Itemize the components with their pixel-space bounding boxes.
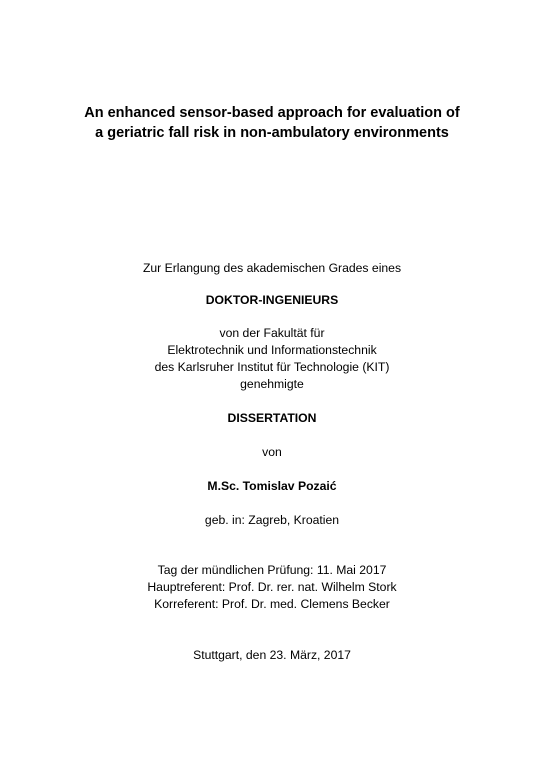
author-name: M.Sc. Tomislav Pozaić (207, 479, 337, 493)
document-type: DISSERTATION (227, 411, 317, 425)
faculty-line-1: von der Fakultät für (219, 326, 325, 340)
main-referee: Hauptreferent: Prof. Dr. rer. nat. Wilhelm Stork (147, 580, 397, 594)
degree-grade: DOKTOR-INGENIEURS (205, 293, 339, 307)
co-referee: Korreferent: Prof. Dr. med. Clemens Becker (154, 597, 390, 611)
degree-intro: Zur Erlangung des akademischen Grades eines (142, 261, 402, 275)
place-and-date: Stuttgart, den 23. März, 2017 (193, 648, 351, 662)
faculty-line-3: des Karlsruher Institut für Technologie (KIT) (154, 360, 390, 374)
faculty-line-2: Elektrotechnik und Informationstechnik (167, 343, 377, 357)
examination-date: Tag der mündlichen Prüfung: 11. Mai 2017 (157, 563, 387, 577)
by-label: von (262, 445, 282, 459)
author-birthplace: geb. in: Zagreb, Kroatien (204, 513, 340, 527)
faculty-line-4: genehmigte (240, 377, 304, 391)
thesis-title-line-2: a geriatric fall risk in non-ambulatory environments (95, 125, 449, 141)
thesis-title-line-1: An enhanced sensor-based approach for evaluation of (84, 105, 460, 121)
